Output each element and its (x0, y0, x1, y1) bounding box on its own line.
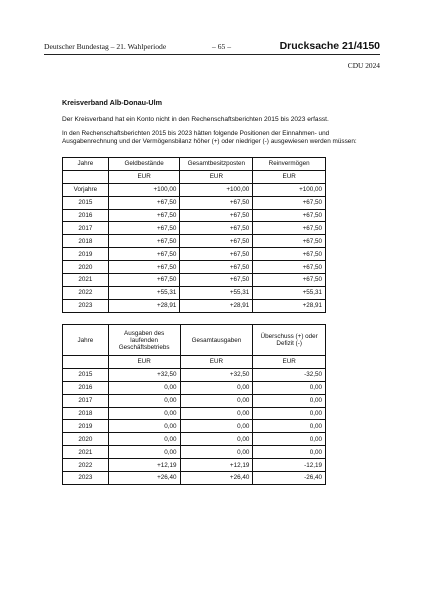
value-cell: +67,50 (108, 222, 180, 235)
table-row (63, 394, 326, 407)
value-cell: +67,50 (253, 222, 326, 235)
column-header: Gesamtbesitzposten (180, 158, 253, 171)
unit-cell: EUR (180, 356, 253, 369)
year-cell: 2018 (63, 235, 109, 248)
party-tag: CDU 2024 (347, 61, 380, 70)
year-cell: 2017 (63, 394, 109, 407)
value-cell: +28,91 (180, 299, 253, 312)
year-cell: 2023 (63, 472, 109, 485)
value-cell: +26,40 (108, 472, 180, 485)
table-row (63, 368, 326, 381)
table-row (63, 196, 326, 209)
value-cell: 0,00 (108, 394, 180, 407)
unit-cell: EUR (253, 356, 326, 369)
table-row (63, 472, 326, 485)
table-row (63, 407, 326, 420)
year-cell: Vorjahre (63, 183, 109, 196)
year-cell: 2022 (63, 286, 109, 299)
value-cell: 0,00 (180, 381, 253, 394)
value-cell: 0,00 (108, 420, 180, 433)
year-cell: 2016 (63, 381, 109, 394)
intro-paragraph: Der Kreisverband hat ein Konto nicht in den Rechenschaftsberichten 2015 bis 2023 erfasst. (62, 116, 329, 123)
year-cell: 2019 (63, 248, 109, 261)
value-cell: -26,40 (253, 472, 326, 485)
value-cell: +26,40 (180, 472, 253, 485)
unit-cell: EUR (253, 170, 326, 183)
unit-row (63, 170, 326, 183)
value-cell: 0,00 (108, 381, 180, 394)
year-cell: 2015 (63, 368, 109, 381)
value-cell: +28,91 (108, 299, 180, 312)
table-row (63, 248, 326, 261)
table-row (63, 183, 326, 196)
value-cell: 0,00 (108, 407, 180, 420)
table-row (63, 459, 326, 472)
unit-cell (63, 170, 109, 183)
year-cell: 2017 (63, 222, 109, 235)
value-cell: -32,50 (253, 368, 326, 381)
value-cell: +67,50 (253, 261, 326, 274)
table-row (63, 433, 326, 446)
value-cell: +67,50 (108, 248, 180, 261)
value-cell: +32,50 (180, 368, 253, 381)
column-header: Jahre (63, 158, 109, 171)
assets-table (62, 157, 326, 313)
unit-cell: EUR (108, 356, 180, 369)
value-cell: +67,50 (253, 209, 326, 222)
value-cell: 0,00 (180, 446, 253, 459)
unit-cell: EUR (108, 170, 180, 183)
column-header: Geldbestände (108, 158, 180, 171)
column-header: Gesamtausgaben (180, 325, 253, 356)
year-cell: 2016 (63, 209, 109, 222)
table-header-row (63, 325, 326, 356)
table-row (63, 420, 326, 433)
value-cell: +100,00 (253, 183, 326, 196)
value-cell: +55,31 (253, 286, 326, 299)
year-cell: 2021 (63, 274, 109, 287)
unit-row (63, 356, 326, 369)
value-cell: +67,50 (180, 222, 253, 235)
table-row (63, 209, 326, 222)
value-cell: +55,31 (108, 286, 180, 299)
value-cell: 0,00 (180, 394, 253, 407)
value-cell: +32,50 (108, 368, 180, 381)
value-cell: +28,91 (253, 299, 326, 312)
column-header: Reinvermögen (253, 158, 326, 171)
year-cell: 2020 (63, 433, 109, 446)
value-cell: 0,00 (108, 446, 180, 459)
value-cell: +67,50 (108, 261, 180, 274)
value-cell: 0,00 (180, 433, 253, 446)
expenses-table (62, 324, 326, 485)
column-header: Ausgaben des laufenden Geschäftsbetriebs (108, 325, 180, 356)
table-row (63, 381, 326, 394)
value-cell: +67,50 (253, 274, 326, 287)
value-cell: +12,19 (180, 459, 253, 472)
year-cell: 2023 (63, 299, 109, 312)
value-cell: 0,00 (180, 420, 253, 433)
value-cell: +67,50 (180, 248, 253, 261)
year-cell: 2021 (63, 446, 109, 459)
table-header-row (63, 158, 326, 171)
value-cell: +67,50 (108, 196, 180, 209)
table-row (63, 446, 326, 459)
year-cell: 2018 (63, 407, 109, 420)
value-cell: +55,31 (180, 286, 253, 299)
value-cell: 0,00 (253, 381, 326, 394)
value-cell: +67,50 (253, 235, 326, 248)
value-cell: +100,00 (108, 183, 180, 196)
value-cell: +67,50 (108, 274, 180, 287)
table-row (63, 235, 326, 248)
value-cell: +67,50 (180, 274, 253, 287)
value-cell: +12,19 (108, 459, 180, 472)
value-cell: 0,00 (180, 407, 253, 420)
value-cell: +100,00 (180, 183, 253, 196)
value-cell: +67,50 (180, 235, 253, 248)
value-cell: 0,00 (253, 394, 326, 407)
unit-cell: EUR (180, 170, 253, 183)
table-row (63, 299, 326, 312)
column-header: Überschuss (+) oder Defizit (-) (253, 325, 326, 356)
table-row (63, 261, 326, 274)
value-cell: 0,00 (253, 446, 326, 459)
table-row (63, 274, 326, 287)
year-cell: 2022 (63, 459, 109, 472)
section-heading: Kreisverband Alb-Donau-Ulm (62, 98, 162, 107)
value-cell: 0,00 (253, 407, 326, 420)
unit-cell (63, 356, 109, 369)
value-cell: +67,50 (180, 196, 253, 209)
year-cell: 2015 (63, 196, 109, 209)
header-rule (44, 54, 380, 55)
value-cell: +67,50 (108, 209, 180, 222)
value-cell: 0,00 (108, 433, 180, 446)
value-cell: +67,50 (180, 209, 253, 222)
value-cell: +67,50 (253, 248, 326, 261)
year-cell: 2020 (63, 261, 109, 274)
value-cell: -12,19 (253, 459, 326, 472)
year-cell: 2019 (63, 420, 109, 433)
document-number: Drucksache 21/4150 (279, 40, 380, 52)
table-row (63, 286, 326, 299)
page-number: – 65 – (212, 42, 231, 51)
value-cell: +67,50 (180, 261, 253, 274)
value-cell: +67,50 (253, 196, 326, 209)
value-cell: 0,00 (253, 420, 326, 433)
column-header: Jahre (63, 325, 109, 356)
table-row (63, 222, 326, 235)
description-paragraph: In den Rechenschaftsberichten 2015 bis 2023 hätten folgende Positionen der Einnahmen- und Ausgabenrechnung und der Vermögensbilanz höher (+) oder niedriger (-) ausgewiesen werden müssen: (62, 130, 357, 146)
value-cell: +67,50 (108, 235, 180, 248)
running-header-left: Deutscher Bundestag – 21. Wahlperiode (44, 42, 167, 51)
value-cell: 0,00 (253, 433, 326, 446)
